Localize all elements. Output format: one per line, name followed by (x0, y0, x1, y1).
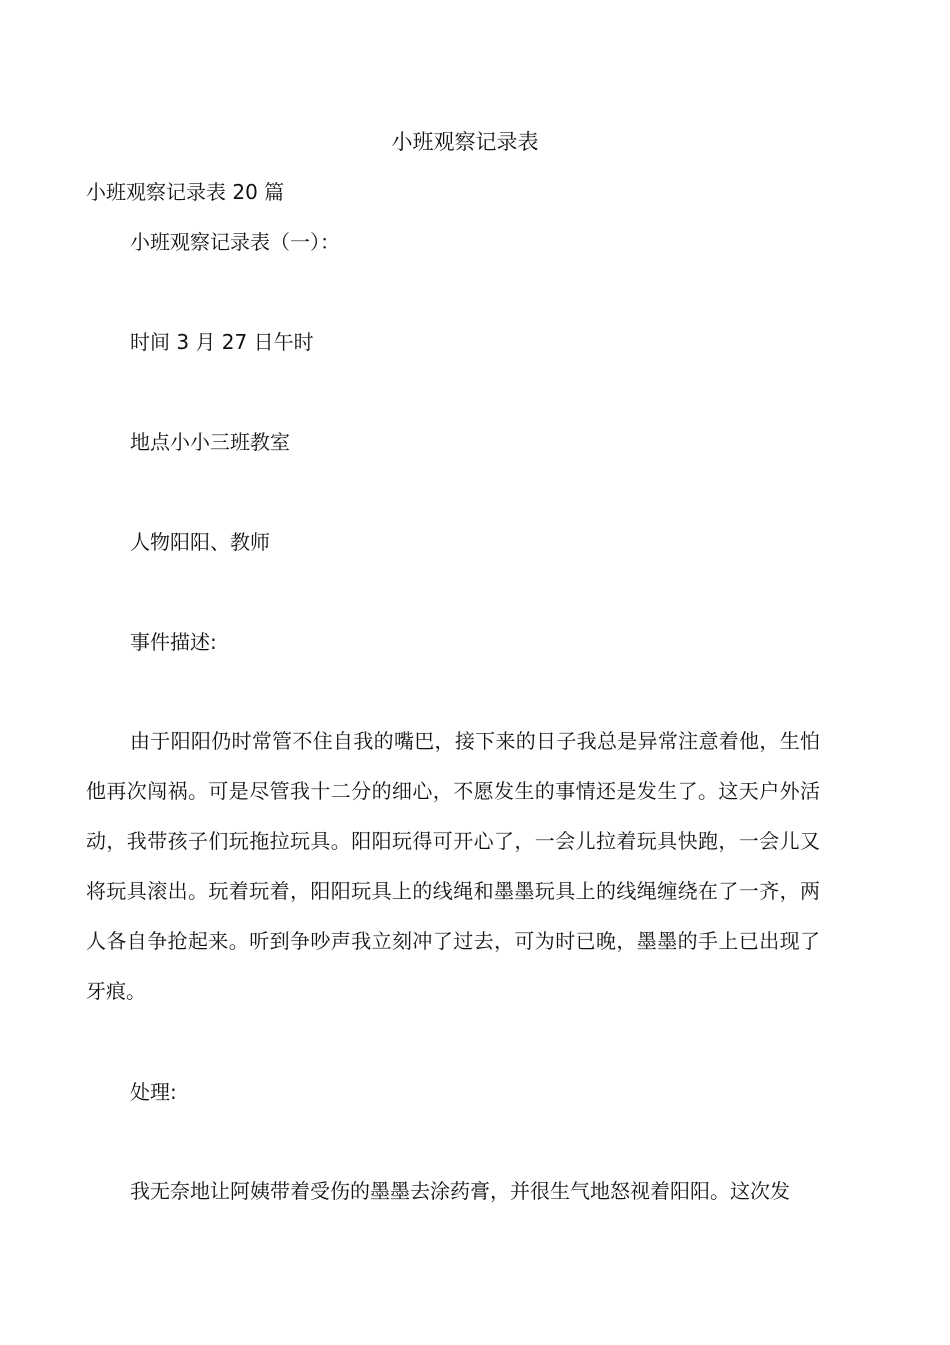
event-description-label: 事件描述: (130, 630, 217, 654)
handling-label: 处理: (130, 1080, 177, 1104)
place-field: 地点小小三班教室 (130, 430, 290, 454)
document-subtitle: 小班观察记录表 20 篇 (86, 180, 285, 204)
section-heading: 小班观察记录表（一）： (130, 230, 340, 254)
time-field: 时间 3 月 27 日午时 (130, 330, 314, 354)
people-field: 人物阳阳、教师 (130, 530, 270, 554)
handling-paragraph: 我无奈地让阿姨带着受伤的墨墨去涂药膏，并很生气地怒视着阳阳。这次发 (130, 1179, 790, 1203)
event-description-paragraph: 由于阳阳仍时常管不住自我的嘴巴，接下来的日子我总是异常注意着他，生怕他再次闯祸。可是尽管我十二分的细心，不愿发生的事情还是发生了。这天户外活动，我带孩子们玩拖拉玩具。阳阳玩得可开心了，一会儿拉着玩具快跑，一会儿又将玩具滚出。玩着玩着，阳阳玩具上的线绳和墨墨玩具上的线绳缠绕在了一齐，两人各自争抢起来。听到争吵声我立刻冲了过去，可为时已晚，墨墨的手上已出现了牙痕。 (86, 729, 820, 1003)
document-title: 小班观察记录表 (391, 130, 539, 154)
